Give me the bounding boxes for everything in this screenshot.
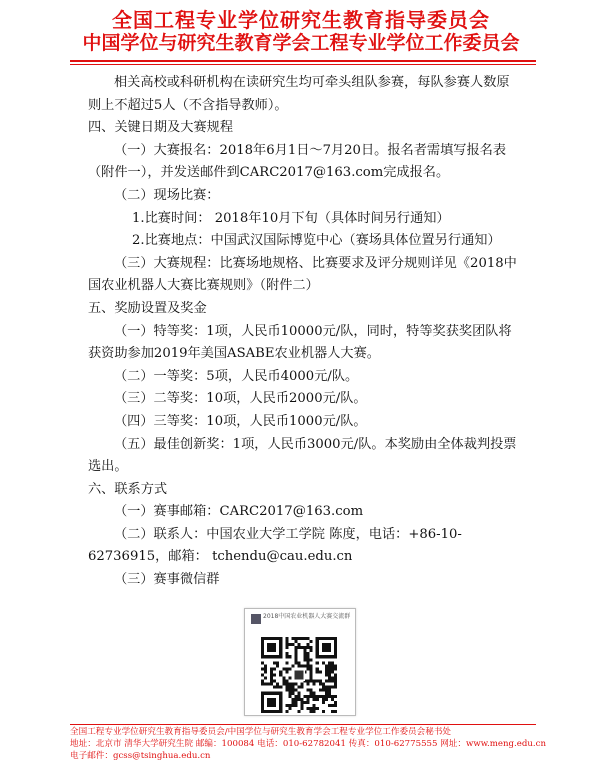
letterhead-line2: 中国学位与研究生教育学会工程专业学位工作委员会	[82, 32, 520, 54]
footer-line2: 地址：北京市 清华大学研究生院 邮编：100084 电话：010-62782041 传真：010-62775555 网址：www.meng.edu.cn	[70, 738, 546, 749]
letterhead-line1: 全国工程专业学位研究生教育指导委员会	[112, 8, 490, 32]
section-4-item-1: （一）大赛报名：2018年6月1日～7月20日。报名者需填写报名表（附件一），并发送邮件到CARC2017@163.com完成报名。	[88, 142, 507, 181]
qr-header	[245, 609, 355, 625]
section-5-item-5: （五）最佳创新奖：1项，人民币3000元/队。本奖励由全体裁判投票选出。	[88, 436, 517, 475]
section-6-title: 六、联系方式	[88, 481, 168, 497]
footer	[70, 727, 546, 762]
section-4-title: 四、关键日期及大赛规程	[88, 120, 234, 136]
footer-line3: 电子邮件：gcss@tsinghua.edu.cn	[70, 750, 211, 761]
section-4-item-2-time: 1.比赛时间： 2018年10月下旬（具体时间另行通知）	[132, 210, 450, 226]
section-4-item-3: （三）大赛规程：比赛场地规格、比赛要求及评分规则详见《2018中国农业机器人大赛比赛规则》（附件二）	[88, 255, 517, 294]
header-rule-thick	[70, 60, 536, 62]
section-6-item-3: （三）赛事微信群	[114, 572, 220, 588]
section-5-title: 五、奖励设置及奖金	[88, 300, 207, 316]
intro-paragraph: 相关高校或科研机构在读研究生均可牵头组队参赛，每队参赛人数原则上不超过5人（不含指导教师）。	[88, 75, 510, 113]
wechat-group-qr-card	[244, 608, 356, 716]
group-avatar-icon	[251, 614, 261, 624]
section-6-item-2: （二）联系人：中国农业大学工学院 陈度，电话：+86-10-62736915，邮箱： tchendu@cau.edu.cn	[88, 526, 462, 565]
section-6-item-1: （一）赛事邮箱：CARC2017@163.com	[114, 504, 364, 520]
footer-line1: 全国工程专业学位研究生教育指导委员会/中国学位与研究生教育学会工程专业学位工作委员会秘书处	[70, 727, 452, 737]
section-5-item-4: （四）三等奖：10项，人民币1000元/队。	[114, 413, 367, 429]
qr-group-name: 2018中国农业机器人大赛交流群	[263, 613, 351, 620]
section-4-item-2-venue: 2.比赛地点：中国武汉国际博览中心（赛场具体位置另行通知）	[132, 233, 501, 249]
letterhead	[0, 8, 602, 55]
footer-rule	[70, 724, 536, 725]
document-body	[88, 72, 520, 592]
qr-code-icon	[261, 637, 337, 713]
section-4-item-2: （二）现场比赛：	[114, 187, 220, 203]
section-5-item-2: （二）一等奖：5项，人民币4000元/队。	[114, 368, 359, 384]
header-rule-thin	[70, 64, 536, 65]
section-5-item-1: （一）特等奖：1项，人民币10000元/队，同时，特等奖获奖团队将获资助参加2019年美国ASABE农业机器人大赛。	[88, 323, 512, 362]
section-5-item-3: （三）二等奖：10项，人民币2000元/队。	[114, 391, 367, 407]
